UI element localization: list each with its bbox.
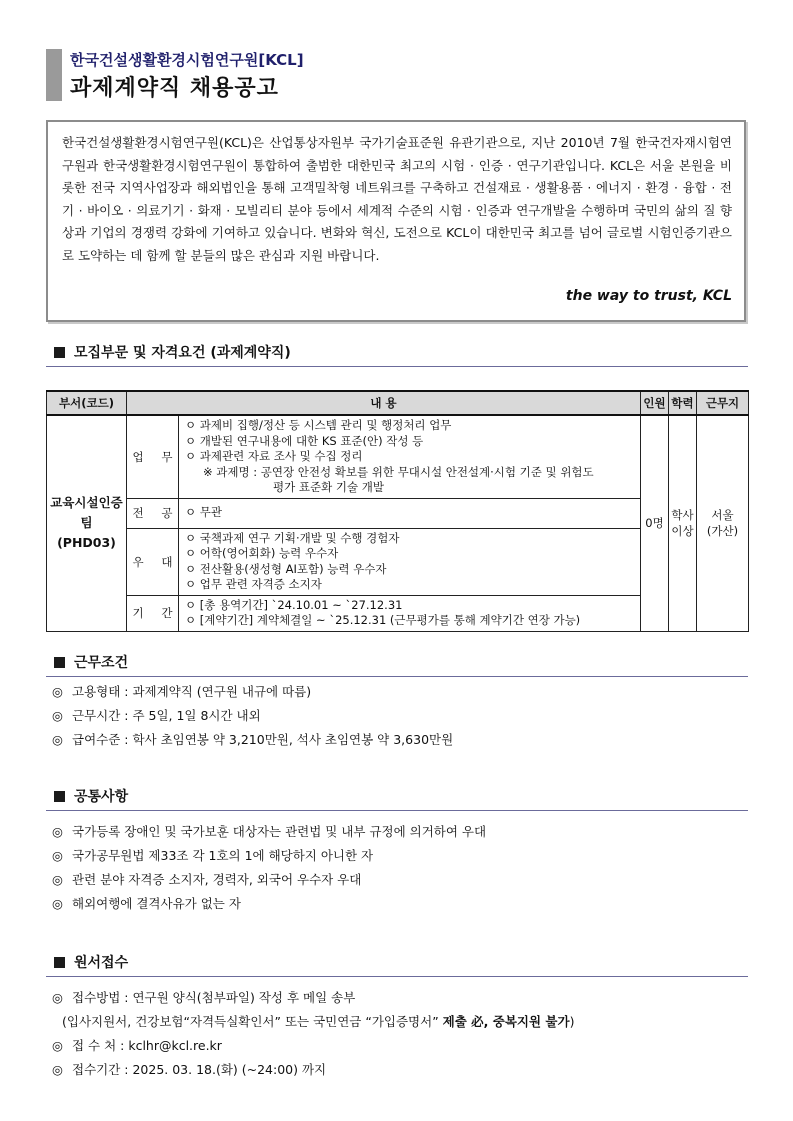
intro-box [46,120,746,322]
category-duty: 업 무 [127,415,179,498]
page-title: 과제계약직 채용공고 [70,76,279,101]
double-circle-icon: ◎ [52,872,63,887]
list-item: ◎ 근무시간 : 주 5일, 1일 8시간 내외 [52,704,453,728]
duty-list [179,415,641,498]
list-item: ◎ 해외여행에 결격사유가 없는 자 [52,892,486,916]
list-item: ㅇ 전산활용(생성형 AI포함) 능력 우수자 [185,561,387,576]
dept-code: (PHD03) [57,535,116,551]
organization-name: 한국건설생활환경시험연구원[KCL] [70,51,304,69]
education-line: 이상 [671,524,694,539]
list-item: ◎ 접 수 처 : kclhr@kcl.re.kr [52,1034,574,1058]
double-circle-icon: ◎ [52,848,63,863]
list-item: ◎ 접수방법 : 연구원 양식(첨부파일) 작성 후 메일 송부 [52,986,574,1010]
category-preference: 우 대 [127,528,179,595]
square-bullet-icon [54,791,65,802]
list-item: ㅇ 개발된 연구내용에 대한 KS 표준(안) 작성 등 [185,433,424,448]
header-content: 내 용 [127,391,641,415]
notice-header [46,47,746,103]
list-item: ㅇ 과제관련 자료 조사 및 수집 정리 [185,449,363,463]
location-line: (가산) [706,524,739,539]
section-title: 원서접수 [74,955,129,971]
list-item: ◎ 고용형태 : 과제계약직 (연구원 내규에 따름) [52,680,453,704]
square-bullet-icon [54,657,65,668]
table-row [47,415,749,498]
header-education: 학력 [669,391,697,415]
list-item: ◎ 국가공무원법 제33조 각 1호의 1에 해당하지 아니한 자 [52,844,486,868]
double-circle-icon: ◎ [52,708,63,723]
list-item: ◎ 접수기간 : 2025. 03. 18.(화) (~24:00) 까지 [52,1058,574,1082]
section-heading-conditions [46,652,748,677]
double-circle-icon: ◎ [52,732,63,747]
section-heading-common [46,786,748,811]
section-heading-apply [46,952,748,977]
required-docs: (입사지원서, 건강보험“자격득실확인서” 또는 국민연금 “가입증명서” 제출 必, 중복지원 불가) [62,1014,575,1029]
preference-list [179,528,641,595]
list-item: ㅇ 과제비 집행/정산 등 시스템 관리 및 행정처리 업무 [185,418,452,432]
double-circle-icon: ◎ [52,1062,63,1077]
list-item: ◎ 급여수준 : 학사 초임연봉 약 3,210만원, 석사 초임연봉 약 3,630만원 [52,728,453,752]
section-title: 모집부문 및 자격요건 (과제계약직) [74,345,291,361]
dept-cell [47,415,127,631]
square-bullet-icon [54,347,65,358]
section-title: 공통사항 [74,789,129,805]
headcount-cell: 0명 [641,415,669,631]
list-item: ◎ 국가등록 장애인 및 국가보훈 대상자는 관련법 및 내부 규정에 의거하여 우대 [52,820,486,844]
recruitment-table [46,390,749,632]
list-item: ㅇ [계약기간] 계약체결일 ~ `25.12.31 (근무평가를 통해 계약기간 연장 가능) [185,613,581,627]
dept-name: 교육시설인증팀 [50,495,123,531]
education-line: 학사 [671,508,694,523]
list-item: ㅇ 업무 관련 자격증 소지자 [185,577,322,591]
double-circle-icon: ◎ [52,684,63,699]
location-line: 서울 [711,508,734,523]
header-headcount: 인원 [641,391,669,415]
list-item: ㅇ [총 용역기간] `24.10.01 ~ `27.12.31 [185,597,403,612]
list-item: ㅇ 어학(영어회화) 능력 우수자 [185,546,339,560]
slogan: the way to trust, KCL [565,288,732,304]
conditions-list [52,680,453,752]
category-period: 기 간 [127,595,179,631]
square-bullet-icon [54,957,65,968]
list-item: ㅇ 무관 [185,505,222,520]
project-note: ※ 과제명 : 공연장 안전성 확보를 위한 무대시설 안전설계·시험 기준 및 위험도 [203,464,594,479]
header-dept: 부서(코드) [47,391,127,415]
list-item: ◎ 관련 분야 자격증 소지자, 경력자, 외국어 우수자 우대 [52,868,486,892]
section-title: 근무조건 [74,655,129,671]
category-major: 전 공 [127,498,179,528]
header-location: 근무지 [697,391,749,415]
intro-text: 한국건설생활환경시험연구원(KCL)은 산업통상자원부 국가기술표준원 유관기관으로, 지난 2010년 7월 한국건자재시험연구원과 한국생활환경시험연구원이 통합하여 출범한 대한민국 최고의 시험 · 인증 · 연구기관입니다. KCL은 서울 본원을 비롯한 전국 지역사업장과 해외법인을 통해 고객밀착형 네트워크를 구축하고 건설재료 · 생활용품 · 에너지 · 환경 · 융합 · 전기 · 바이오 · 의료기기 · 화재 · 모빌리티 분야 등에서 세계적 수준의 시험 · 인증과 연구개발을 수행하며 국민의 삶의 질 향상과 기업의 경쟁력 강화에 기여하고 있습니다. 변화와 혁신, 도전으로 KCL이 대한민국 최고를 넘어 글로벌 시험인증기관으로 도약하는 데 함께 할 분들의 많은 관심과 지원 바랍니다. [62,135,732,263]
double-circle-icon: ◎ [52,896,63,911]
major-list [179,498,641,528]
apply-list [52,986,574,1082]
double-circle-icon: ◎ [52,824,63,839]
project-note-cont: 평가 표준화 기술 개발 [273,480,384,494]
common-list [52,820,486,916]
location-cell [697,415,749,631]
table-header-row [47,391,749,415]
double-circle-icon: ◎ [52,990,63,1005]
list-item: ㅇ 국책과제 연구 기획·개발 및 수행 경험자 [185,530,400,545]
double-circle-icon: ◎ [52,1038,63,1053]
education-cell [669,415,697,631]
section-heading-recruit [46,342,748,367]
period-list [179,595,641,631]
header-accent-bar [46,49,62,101]
